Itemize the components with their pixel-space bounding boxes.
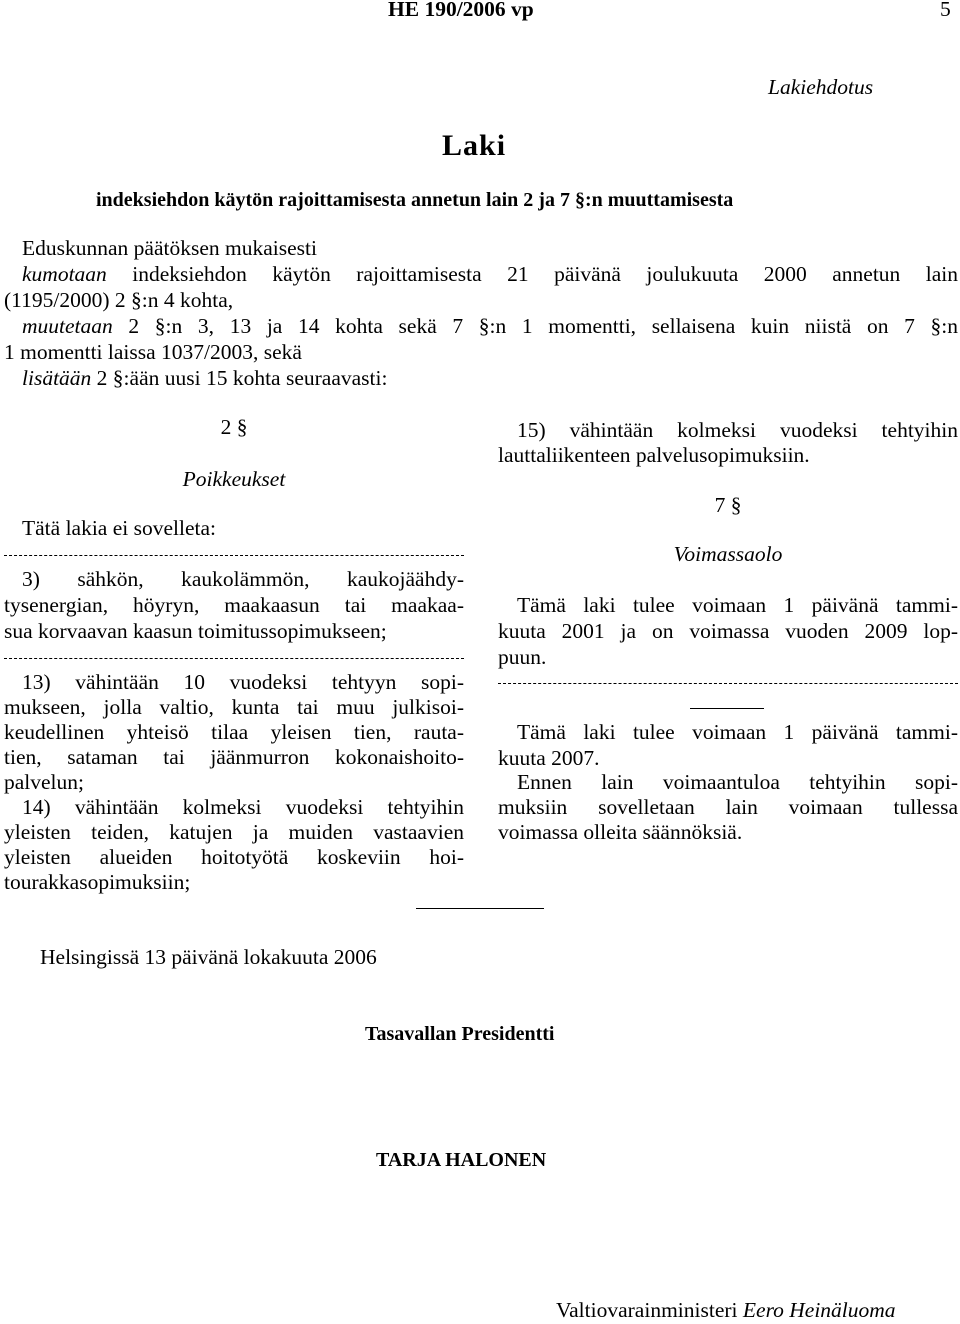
- item-line: yleisten teiden, katujen ja muiden vastaavien: [4, 820, 464, 844]
- section-7-heading: 7 §: [714, 493, 742, 517]
- item-line: palvelun;: [4, 770, 85, 794]
- item-line: lauttaliikenteen palvelusopimuksiin.: [498, 443, 810, 467]
- paragraph-line: Tämä laki tulee voimaan 1 päivänä tammi-: [517, 593, 958, 617]
- item-line: 15) vähintään kolmeksi vuodeksi tehtyihin: [517, 418, 958, 442]
- item-line: tourakkasopimuksiin;: [4, 870, 191, 894]
- item-line: 3) sähkön, kaukolämmön, kaukojäähdy-: [22, 567, 464, 591]
- preamble-amend: muutetaan 2 §:n 3, 13 ja 14 kohta sekä 7 §:n 1 momentti, sellaisena kuin niistä on 7 §:n: [22, 314, 958, 338]
- item-line: yleisten alueiden hoitotyötä koskeviin hoi-: [4, 845, 464, 869]
- section-2-heading: 2 §: [220, 415, 248, 439]
- page-number: 5: [940, 0, 951, 21]
- minister-title: Valtiovarainministeri: [556, 1298, 738, 1322]
- section-2-title: Poikkeukset: [182, 467, 286, 491]
- place-date: Helsingissä 13 päivänä lokakuuta 2006: [40, 945, 377, 969]
- document-id: HE 190/2006 vp: [388, 0, 534, 21]
- law-title: Laki: [442, 129, 507, 162]
- preamble-add: lisätään 2 §:ään uusi 15 kohta seuraavasti:: [22, 366, 388, 390]
- item-line: 14) vähintään kolmeksi vuodeksi tehtyihin: [22, 795, 464, 819]
- item-line: keudellinen yhteisö tilaa yleisen tien, rauta-: [4, 720, 464, 744]
- item-line: sua korvaavan kaasun toimitussopimukseen;: [4, 619, 387, 643]
- paragraph-line: puun.: [498, 645, 547, 669]
- omission-dashes: [4, 555, 464, 556]
- preamble-line: 1 momentti laissa 1037/2003, sekä: [4, 340, 302, 364]
- omission-dashes: [498, 683, 958, 684]
- omission-dashes: [4, 658, 464, 659]
- minister-signature: [556, 1298, 896, 1324]
- separator-line: [690, 708, 764, 709]
- paragraph-line: kuuta 2001 ja on voimassa vuoden 2009 lop-: [498, 619, 958, 643]
- paragraph-line: Ennen lain voimaantuloa tehtyihin sopi-: [517, 770, 958, 794]
- item-line: tysenergian, höyryn, maakaasun tai maakaa-: [4, 593, 464, 617]
- paragraph-line: kuuta 2007.: [498, 746, 600, 770]
- paragraph-line: muksiin sovelletaan lain voimaan tullessa: [498, 795, 958, 819]
- president-name: TARJA HALONEN: [376, 1149, 547, 1171]
- preamble-line: (1195/2000) 2 §:n 4 kohta,: [4, 288, 234, 312]
- section-7-title: Voimassaolo: [673, 542, 783, 566]
- closing-rule: [416, 908, 544, 909]
- preamble-intro: Eduskunnan päätöksen mukaisesti: [22, 236, 317, 260]
- president-title: Tasavallan Presidentti: [365, 1023, 555, 1045]
- paragraph-line: Tämä laki tulee voimaan 1 päivänä tammi-: [517, 720, 958, 744]
- item-line: tien, sataman tai jäänmurron kokonaishoito-: [4, 745, 464, 769]
- preamble-repeal: kumotaan indeksiehdon käytön rajoittamisesta 21 päivänä joulukuuta 2000 annetun lain: [22, 262, 958, 286]
- proposal-label: Lakiehdotus: [768, 75, 874, 99]
- item-line: mukseen, jolla valtio, kunta tai muu julkisoi-: [4, 695, 464, 719]
- law-subtitle: indeksiehdon käytön rajoittamisesta annetun lain 2 ja 7 §:n muuttamisesta: [96, 189, 734, 211]
- minister-name: Eero Heinäluoma: [742, 1298, 896, 1322]
- item-line: 13) vähintään 10 vuodeksi tehtyyn sopi-: [22, 670, 464, 694]
- paragraph-line: voimassa olleita säännöksiä.: [498, 820, 743, 844]
- section-2-intro: Tätä lakia ei sovelleta:: [22, 516, 217, 540]
